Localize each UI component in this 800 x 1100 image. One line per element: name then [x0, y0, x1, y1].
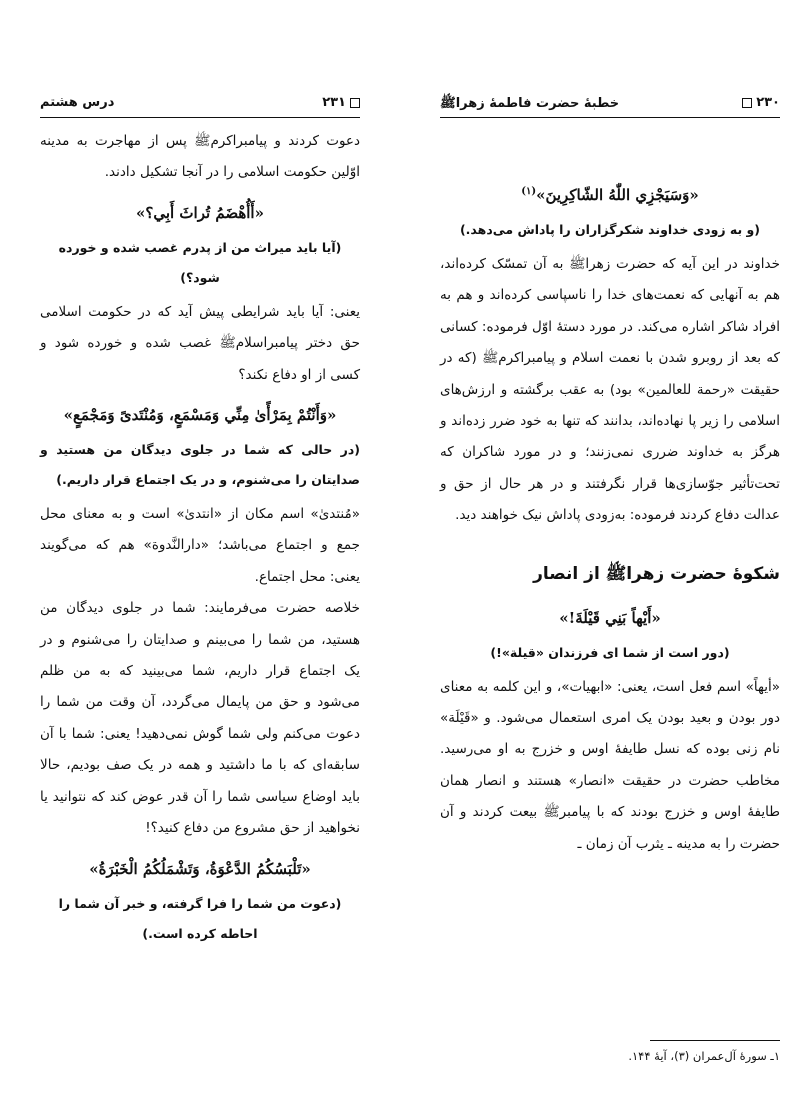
arabic-quote: «أَيْهاً بَنِي قَيْلَةَ!» [559, 608, 661, 627]
running-title: خطبهٔ حضرت فاطمهٔ زهراﷺ [440, 96, 620, 111]
paragraph: یعنی: آیا باید شرایطی پیش آید که در حکومت اسلامی حق دختر پیامبراسلامﷺ غصب شده و خورده شود و کسی از او دفاع نکند؟ [40, 303, 360, 383]
footnote-ref: (۱) [521, 186, 537, 197]
page-header [440, 93, 780, 118]
quote-translation: (در حالی که شما در جلوی دیدگان من هستید و صدایتان را می‌شنوم، و در یک اجتماع قرار داریم.) [40, 442, 360, 488]
arabic-quote: «تَلْبَسُكُمُ الدَّعْوَةُ، وَتَشْمَلُكُمُ الْخَبْرَةُ» [89, 859, 311, 878]
paragraph: خداوند در این آیه که حضرت زهراﷺ به آن تمسّک کرده‌اند، هم به آنهایی که نعمت‌های خدا را ناسپاسی کرده‌اند و هم به افراد شاکر اشاره می‌کند. در مورد دستهٔ اوّل فرموده: کسانی که بعد از روبرو شدن با نعمت اسلام و پیامبراکرمﷺ (که در حقیقت «رحمة للعالمین» بود) به عقب برگشته و ارزش‌های اسلامی را زیر پا نهاده‌اند، بدانند که تنها به خود ضرر زده‌اند و هرگز به خداوند ضرری نمی‌زنند؛ و در مورد شاکران که تحت‌تأثیر جوّسازی‌ها قرار نگرفتند و در هر حال از حق و عدالت دفاع کردند فرموده: به‌زودی پاداش نیک خواهند دید. [440, 256, 780, 524]
quote-translation: (و به زودی خداوند شکرگزاران را پاداش می‌دهد.) [459, 222, 761, 237]
footnote-separator [650, 1040, 780, 1041]
quote-translation: (دعوت من شما را فرا گرفته، و خبر آن شما را احاطه کرده است.) [58, 895, 342, 941]
square-ornament-icon [350, 98, 360, 108]
paragraph: «أيهاً» اسم فعل است، یعنی: «ابهیات»، و این کلمه به معنای دور بودن و بعید بودن یک امری استعمال می‌شود. و «قَیْلَة» نام زنی بوده که نسل طایفهٔ اوس و خزرج به او می‌رسید. مخاطب حضرت در حقیقت «انصار» هستند و انصار همان طایفهٔ اوس و خزرج بودند که با پیامبرﷺ بیعت کردند و آن حضرت را به مدینه ـ یثرب آن زمان ـ [440, 678, 780, 852]
paragraph: «مُنتدیٰ» اسم مکان از «انتدیٰ» است و به معنای محل جمع و اجتماع می‌باشد؛ «دارالنَّدوة» هم که می‌گویند یعنی: محل اجتماع. [40, 506, 360, 585]
page-header [40, 93, 360, 118]
page-number: ۲۳۱ [322, 95, 360, 110]
page-body [440, 172, 780, 860]
running-title: درس هشتم [40, 95, 115, 110]
quote-translation: (آیا باید میراث من از پدرم غصب شده و خورده شود؟) [58, 239, 342, 285]
paragraph: خلاصه حضرت می‌فرمایند: شما در جلوی دیدگان من هستید، من شما را می‌بینم و صدایتان را می‌شنوم و در یک اجتماع قرار داریم، شما می‌بینید که به من ظلم می‌شود و حق من پایمال می‌گردد، آن وقت من شما را دعوت می‌کنم ولی شما گوش نمی‌دهید! یعنی: شما با آن سابقه‌ای که با ما داشتید و همه در یک صف بودیم، حالا باید اوضاع سیاسی شما را آن قدر عوض کند که نتوانید یا نخواهید از حق مشروع من دفاع کنید؟! [40, 600, 360, 837]
footnote: ۱ـ سورهٔ آل‌عمران (۳)، آیهٔ ۱۴۴. [628, 1049, 780, 1063]
quote-translation: (دور است از شما ای فرزندان «قیلة»!) [490, 644, 730, 660]
arabic-quote: «وَأَنْتُمْ بِمَرْأًىٰ مِنِّي وَمَسْمَعٍ، وَمُنْتَدىً وَمَجْمَعٍ» [63, 406, 337, 425]
arabic-quote: «أَأُهْضَمُ تُراثَ أَبِي؟» [136, 203, 264, 222]
section-heading: شکوهٔ حضرت زهراﷺ از انصار [533, 563, 780, 584]
square-ornament-icon [742, 98, 752, 108]
arabic-quote: «وَسَيَجْزِي اللّٰهُ الشّاكِرِينَ»$^{(۱)}$ [521, 186, 699, 204]
right-page [440, 0, 780, 1100]
left-page [40, 0, 360, 1100]
page-body [40, 126, 360, 953]
page-number: ۲۳۰ [738, 95, 780, 110]
paragraph: دعوت کردند و پیامبراکرمﷺ پس از مهاجرت به مدینه اوّلین حکومت اسلامی را در آنجا تشکیل دادند. [40, 133, 360, 181]
